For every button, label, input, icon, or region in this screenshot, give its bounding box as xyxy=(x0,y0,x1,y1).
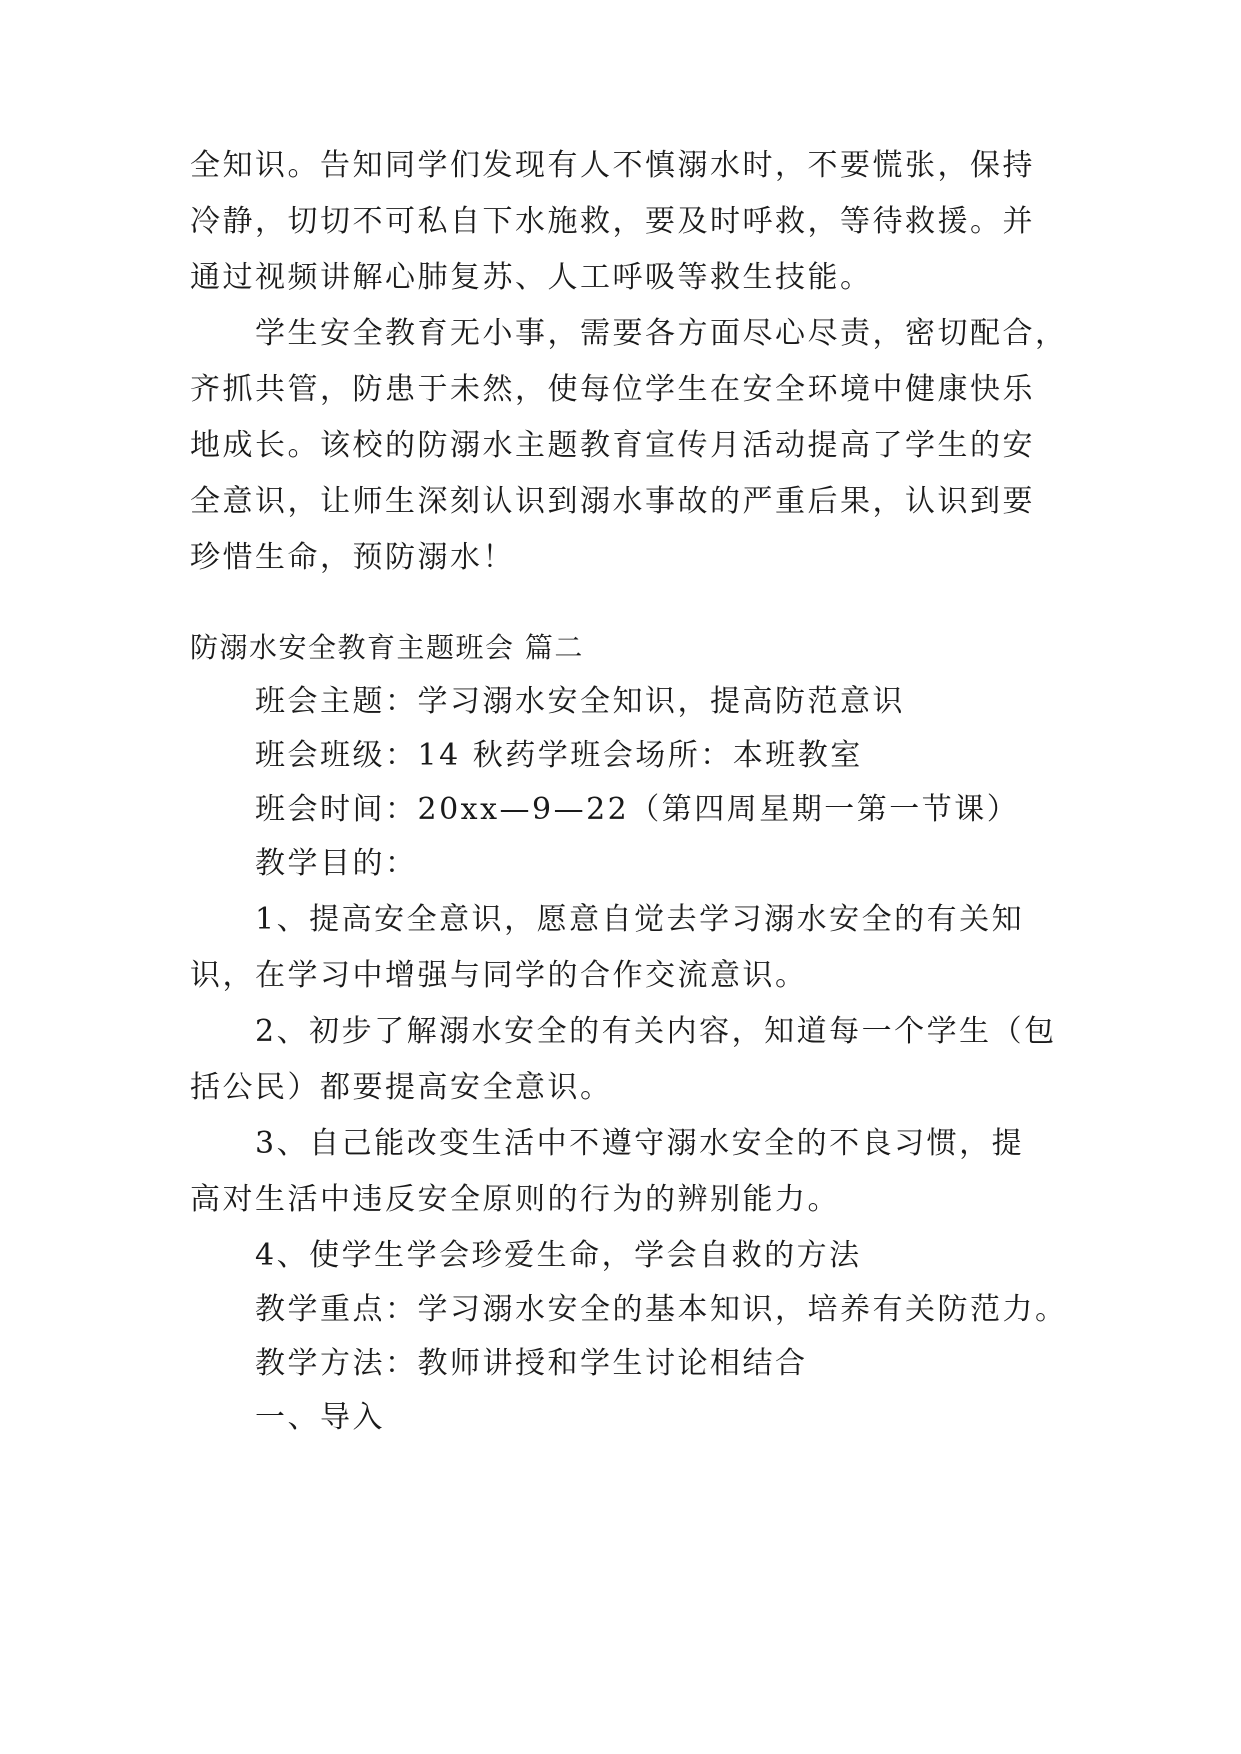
body-text-line: 全知识。告知同学们发现有人不慎溺水时，不要慌张，保持 xyxy=(190,148,1035,183)
objective-item: 4、使学生学会珍爱生命，学会自救的方法 xyxy=(255,1238,862,1273)
objective-item: 括公民）都要提高安全意识。 xyxy=(190,1070,613,1105)
key-points: 教学重点：学习溺水安全的基本知识，培养有关防范力。 xyxy=(255,1292,1068,1327)
body-text-line: 全意识，让师生深刻认识到溺水事故的严重后果，认识到要 xyxy=(190,484,1035,519)
objective-item: 识，在学习中增强与同学的合作交流意识。 xyxy=(190,958,808,993)
body-text-line: 通过视频讲解心肺复苏、人工呼吸等救生技能。 xyxy=(190,260,873,295)
objective-item: 2、初步了解溺水安全的有关内容，知道每一个学生（包 xyxy=(255,1014,1057,1049)
objective-item: 3、自己能改变生活中不遵守溺水安全的不良习惯，提 xyxy=(255,1126,1025,1161)
section-heading: 一、导入 xyxy=(255,1400,385,1435)
body-text-line: 学生安全教育无小事，需要各方面尽心尽责，密切配合， xyxy=(255,316,1068,351)
meeting-time: 班会时间：20xx—9—22（第四周星期一第一节课） xyxy=(255,792,1020,827)
body-text-line: 地成长。该校的防溺水主题教育宣传月活动提高了学生的安 xyxy=(190,428,1035,463)
body-text-line: 冷静，切切不可私自下水施救，要及时呼救，等待救援。并 xyxy=(190,204,1035,239)
objective-item: 1、提高安全意识，愿意自觉去学习溺水安全的有关知 xyxy=(255,902,1025,937)
meeting-class: 班会班级：14 秋药学班会场所：本班教室 xyxy=(255,738,863,773)
objectives-label: 教学目的： xyxy=(255,846,418,881)
teaching-methods: 教学方法：教师讲授和学生讨论相结合 xyxy=(255,1346,808,1381)
meeting-theme: 班会主题：学习溺水安全知识，提高防范意识 xyxy=(255,684,905,719)
body-text-line: 齐抓共管，防患于未然，使每位学生在安全环境中健康快乐 xyxy=(190,372,1035,407)
body-text-line: 珍惜生命，预防溺水！ xyxy=(190,540,515,575)
objective-item: 高对生活中违反安全原则的行为的辨别能力。 xyxy=(190,1182,840,1217)
section-title: 防溺水安全教育主题班会 篇二 xyxy=(190,631,584,664)
